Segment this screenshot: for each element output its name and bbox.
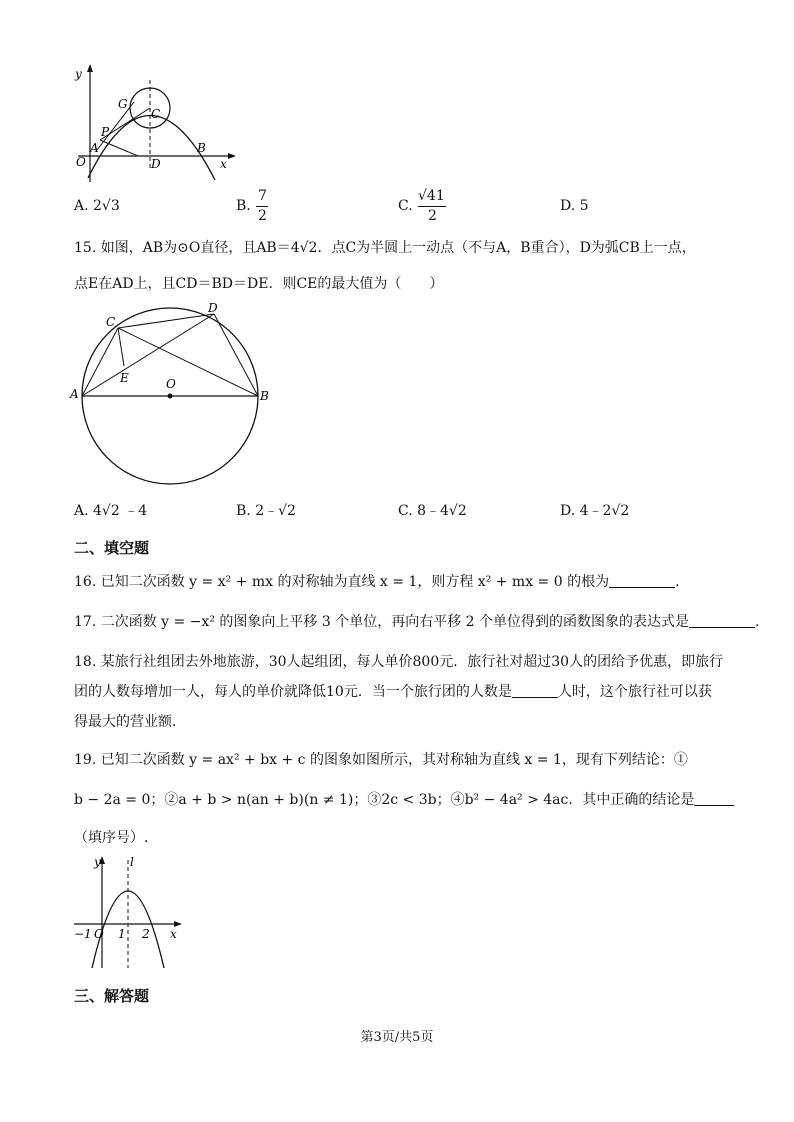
- q15-label-c: C: [106, 315, 116, 329]
- q14-option-d: D. 5: [560, 198, 589, 214]
- q18-stem-line2: [74, 682, 712, 702]
- q16-stem: [74, 572, 680, 592]
- q14-label-d: D: [151, 157, 161, 171]
- q14-option-b-numerator: 7: [258, 188, 267, 204]
- q19-label-2: 2: [142, 927, 150, 941]
- q18-text-a: 团的人数每增加一人，每人的单价就降低10元．当一个旅行团的人数是: [74, 684, 512, 700]
- q15-stem-line1: 15. 如图，AB为⊙O直径，且AB＝4√2．点C为半圆上一动点（不与A，B重合），D为弧CB上一点，: [74, 240, 696, 256]
- q16-answer-blank: [609, 573, 675, 588]
- q14-label-o: O: [76, 155, 86, 169]
- q15-label-a: A: [70, 387, 79, 401]
- q15-label-o: O: [166, 377, 176, 391]
- q15-option-b: B. 2﹣√2: [236, 503, 296, 519]
- q19-figure: [70, 852, 185, 972]
- q14-option-b-prefix: B.: [236, 198, 251, 214]
- q19-stem-line2: [74, 790, 734, 810]
- section-title-fill-in: 二、填空题: [74, 539, 150, 557]
- q17-end: .: [755, 614, 760, 630]
- q14-option-b-denominator: 2: [258, 208, 267, 224]
- q14-option-a: A. 2√3: [74, 198, 120, 214]
- section-title-solutions: 三、解答题: [74, 987, 150, 1005]
- q15-stem-line2: 点E在AD上，且CD＝BD＝DE．则CE的最大值为（ ）: [74, 276, 444, 292]
- q15-option-a: A. 4√2 ﹣4: [74, 503, 148, 519]
- q15-label-b: B: [260, 389, 269, 403]
- q15-figure: [66, 300, 276, 490]
- q16-end: .: [675, 574, 680, 590]
- q15-option-c: C. 8﹣4√2: [398, 503, 467, 519]
- q15-option-d: D. 4﹣2√2: [560, 503, 630, 519]
- page-footer: 第3页/共5页: [360, 1030, 434, 1045]
- q14-label-b: B: [197, 141, 206, 155]
- q14-label-y: y: [75, 67, 82, 81]
- q18-answer-blank: [512, 683, 558, 698]
- q15-label-e: E: [120, 371, 129, 385]
- q14-option-c-denominator: 2: [428, 208, 437, 224]
- q19-label-minus1: −1: [74, 927, 92, 941]
- q16-text: 16. 已知二次函数 y = x² + mx 的对称轴为直线 x = 1，则方程 x² + mx = 0 的根为: [74, 574, 610, 590]
- q18-stem-line1: 18. 某旅行社组团去外地旅游，30人起组团，每人单价800元．旅行社对超过30人的团给予优惠，即旅行: [74, 654, 724, 670]
- q19-stem-line3: （填序号）.: [74, 830, 149, 846]
- q14-figure: [70, 62, 240, 184]
- q14-label-p: P: [101, 125, 110, 139]
- q17-answer-blank: [689, 613, 755, 628]
- q19-label-l: l: [130, 855, 134, 869]
- q18-stem-line3: 得最大的营业额．: [74, 714, 186, 730]
- q19-label-y: y: [94, 855, 101, 869]
- q17-text: 17. 二次函数 y = −x² 的图象向上平移 3 个单位，再向右平移 2 个单位得到的函数图象的表达式是: [74, 614, 690, 630]
- q19-label-o: O: [94, 927, 104, 941]
- q19-answer-blank: [694, 791, 734, 806]
- q19-label-x: x: [170, 927, 177, 941]
- q14-label-g: G: [118, 97, 128, 111]
- q19-stem-line1: 19. 已知二次函数 y = ax² + bx + c 的图象如图所示，其对称轴为直线 x = 1，现有下列结论：①: [74, 752, 688, 768]
- q14-label-a: A: [90, 141, 99, 155]
- q14-label-x: x: [220, 157, 227, 171]
- q14-option-c-prefix: C.: [398, 198, 413, 214]
- q19-text: b − 2a = 0；②a + b > n(an + b)(n ≠ 1)；③2c < 3b；④b² − 4a² > 4ac．其中正确的结论是: [74, 792, 695, 808]
- q15-label-d: D: [208, 301, 218, 315]
- q17-stem: [74, 612, 759, 632]
- q19-label-1: 1: [118, 927, 126, 941]
- q18-text-b: 人时，这个旅行社可以获: [557, 684, 712, 700]
- q14-option-c-numerator: √41: [418, 188, 445, 204]
- q14-label-c: C: [151, 107, 161, 121]
